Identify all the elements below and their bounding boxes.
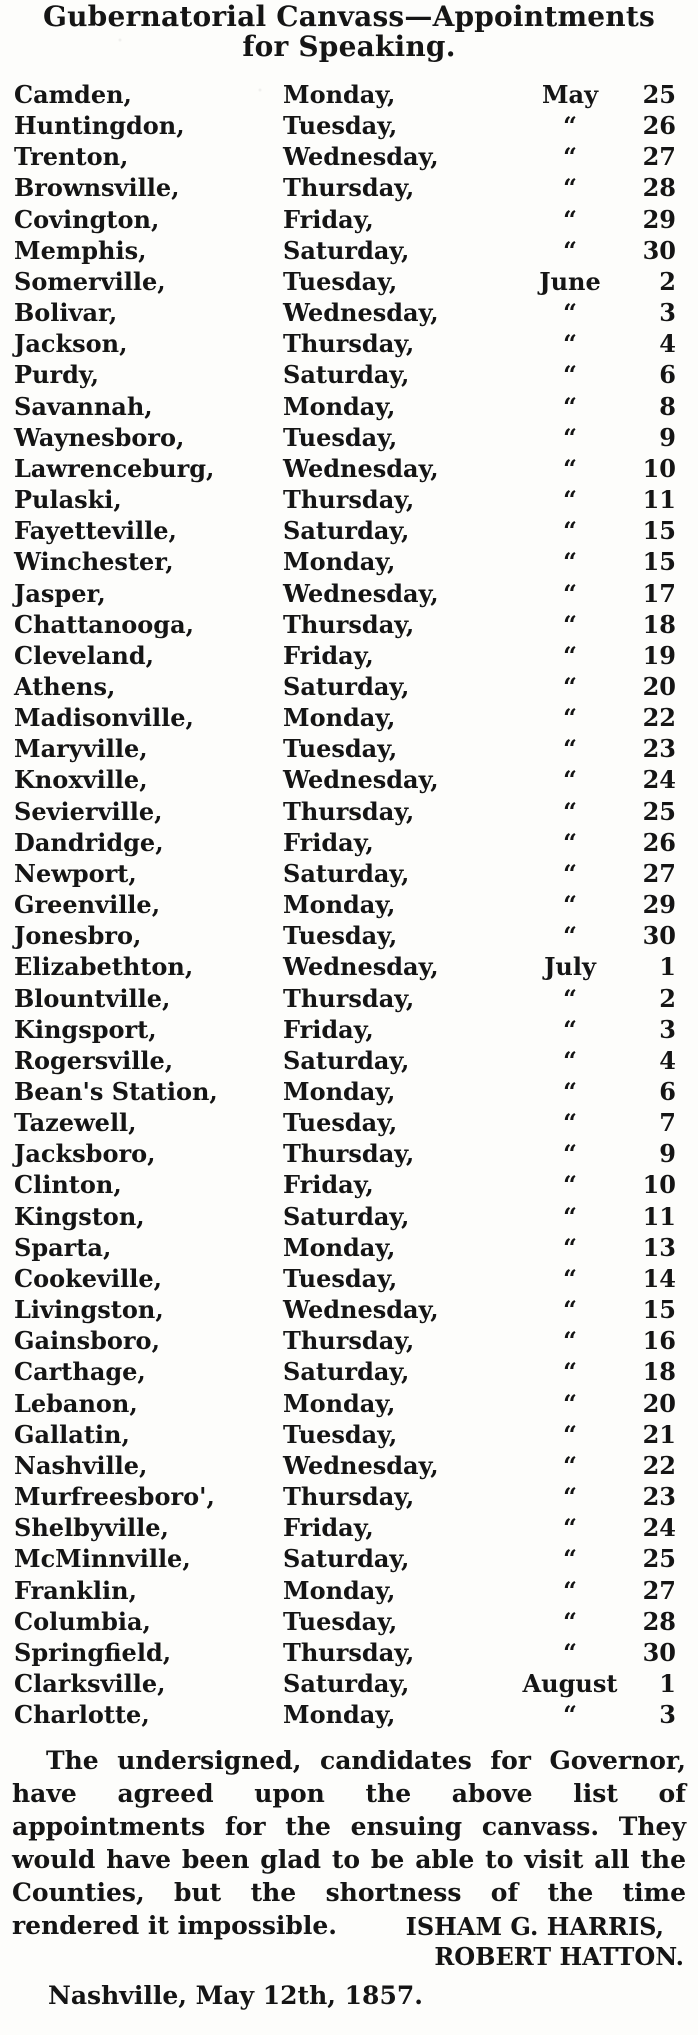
month-cell: “: [563, 1700, 577, 1730]
month-cell: “: [563, 1388, 577, 1418]
month-cell: “: [563, 983, 577, 1013]
town-cell: Somerville,: [14, 266, 166, 296]
town-cell: Knoxville,: [14, 765, 148, 795]
day-cell: Monday,: [283, 1232, 396, 1262]
month-cell: June: [539, 266, 601, 296]
town-cell: Gainsboro,: [14, 1326, 160, 1356]
appointment-row: [0, 1419, 698, 1450]
town-cell: Blountville,: [14, 983, 171, 1013]
town-cell: Jonesbro,: [14, 921, 142, 951]
appointment-row: [0, 110, 698, 141]
town-cell: Carthage,: [14, 1357, 146, 1387]
town-cell: Brownsville,: [14, 173, 180, 203]
appointment-row: [0, 671, 698, 702]
month-cell: “: [563, 204, 577, 234]
appointment-row: [0, 1325, 698, 1356]
month-cell: “: [563, 1606, 577, 1636]
day-cell: Monday,: [283, 1575, 396, 1605]
date-cell: 25: [642, 80, 676, 109]
appointment-row: [0, 546, 698, 577]
date-cell: 14: [642, 1263, 676, 1293]
day-cell: Saturday,: [283, 1201, 410, 1231]
date-cell: 11: [642, 485, 676, 515]
town-cell: Kingston,: [14, 1201, 145, 1231]
day-cell: Saturday,: [283, 858, 410, 888]
month-cell: “: [563, 1357, 577, 1387]
month-cell: “: [563, 360, 577, 390]
month-cell: “: [563, 1419, 577, 1449]
town-cell: Rogersville,: [14, 1045, 174, 1075]
date-cell: 6: [659, 360, 676, 390]
day-cell: Thursday,: [283, 1139, 415, 1169]
month-cell: “: [563, 796, 577, 826]
town-cell: Gallatin,: [14, 1419, 130, 1449]
date-cell: 23: [642, 1482, 676, 1512]
town-cell: Clarksville,: [14, 1668, 166, 1698]
appointment-row: [0, 484, 698, 515]
month-cell: “: [563, 1139, 577, 1169]
day-cell: Thursday,: [283, 1482, 415, 1512]
date-cell: 11: [642, 1201, 676, 1231]
day-cell: Tuesday,: [283, 111, 398, 141]
date-cell: 16: [642, 1326, 676, 1356]
town-cell: Waynesboro,: [14, 422, 185, 452]
heading-line-2: for Speaking.: [242, 30, 456, 63]
day-cell: Monday,: [283, 890, 396, 920]
appointment-row: [0, 515, 698, 546]
town-cell: Elizabethton,: [14, 952, 194, 982]
day-cell: Tuesday,: [283, 422, 398, 452]
appointment-row: [0, 889, 698, 920]
month-cell: “: [563, 921, 577, 951]
appointment-row: [0, 1388, 698, 1419]
day-cell: Wednesday,: [283, 298, 439, 328]
appointment-row: [0, 702, 698, 733]
date-cell: 15: [642, 516, 676, 546]
appointment-row: [0, 1107, 698, 1138]
month-cell: “: [563, 111, 577, 141]
town-cell: Athens,: [14, 671, 116, 701]
day-cell: Tuesday,: [283, 266, 398, 296]
town-cell: Nashville,: [14, 1450, 148, 1480]
town-cell: Cookeville,: [14, 1263, 162, 1293]
town-cell: Cleveland,: [14, 640, 154, 670]
date-cell: 17: [642, 578, 676, 608]
heading: [0, 2, 698, 62]
town-cell: Kingsport,: [14, 1014, 157, 1044]
month-cell: “: [563, 329, 577, 359]
date-cell: 9: [659, 1139, 676, 1169]
date-cell: 27: [642, 142, 676, 172]
month-cell: “: [563, 1077, 577, 1106]
appointment-row: [0, 1294, 698, 1325]
date-cell: 19: [642, 640, 676, 670]
appointment-row: [0, 1512, 698, 1543]
day-cell: Friday,: [283, 827, 374, 857]
month-cell: “: [563, 1232, 577, 1262]
day-cell: Thursday,: [283, 983, 415, 1013]
day-cell: Saturday,: [283, 360, 410, 390]
town-cell: Maryville,: [14, 734, 148, 764]
appointment-row: [0, 79, 698, 110]
appointment-row: [0, 951, 698, 982]
date-cell: 18: [642, 1357, 676, 1387]
town-cell: Franklin,: [14, 1575, 137, 1605]
day-cell: Monday,: [283, 703, 396, 733]
town-cell: Charlotte,: [14, 1700, 150, 1730]
month-cell: “: [563, 422, 577, 452]
appointment-row: [0, 578, 698, 609]
appointment-row: [0, 640, 698, 671]
town-cell: Lebanon,: [14, 1388, 138, 1418]
appointment-row: [0, 858, 698, 889]
appointment-row: [0, 1606, 698, 1637]
dateline: Nashville, May 12th, 1857.: [48, 1981, 423, 2010]
town-cell: Jasper,: [14, 578, 106, 608]
appointment-row: [0, 1450, 698, 1481]
date-cell: 1: [659, 1668, 676, 1698]
date-cell: 20: [642, 671, 676, 701]
appointment-row: [0, 1201, 698, 1232]
month-cell: “: [563, 890, 577, 920]
date-cell: 6: [659, 1077, 676, 1106]
month-cell: “: [563, 516, 577, 546]
appointment-row: [0, 422, 698, 453]
appointment-row: [0, 1356, 698, 1387]
month-cell: “: [563, 1450, 577, 1480]
town-cell: Shelbyville,: [14, 1513, 169, 1543]
month-cell: “: [563, 827, 577, 857]
day-cell: Tuesday,: [283, 1108, 398, 1138]
day-cell: Monday,: [283, 547, 396, 577]
month-cell: “: [563, 1014, 577, 1044]
town-cell: Sevierville,: [14, 796, 163, 826]
month-cell: “: [563, 671, 577, 701]
appointment-row: [0, 1169, 698, 1200]
date-cell: 3: [659, 298, 676, 328]
day-cell: Tuesday,: [283, 1606, 398, 1636]
date-cell: 15: [642, 547, 676, 577]
town-cell: McMinnville,: [14, 1544, 191, 1574]
town-cell: Jacksboro,: [14, 1139, 156, 1169]
day-cell: Saturday,: [283, 1544, 410, 1574]
date-cell: 1: [659, 952, 676, 982]
day-cell: Saturday,: [283, 1045, 410, 1075]
day-cell: Friday,: [283, 640, 374, 670]
day-cell: Friday,: [283, 1170, 374, 1200]
appointment-row: [0, 1076, 698, 1107]
town-cell: Savannah,: [14, 391, 153, 421]
month-cell: “: [563, 1575, 577, 1605]
month-cell: “: [563, 235, 577, 265]
month-cell: “: [563, 765, 577, 795]
town-cell: Bolivar,: [14, 298, 118, 328]
month-cell: “: [563, 578, 577, 608]
town-cell: Sparta,: [14, 1232, 112, 1262]
month-cell: “: [563, 547, 577, 577]
appointment-row: [0, 764, 698, 795]
town-cell: Huntingdon,: [14, 111, 185, 141]
town-cell: Murfreesboro',: [14, 1482, 215, 1512]
month-cell: May: [541, 80, 599, 109]
day-cell: Wednesday,: [283, 142, 439, 172]
day-cell: Saturday,: [283, 1668, 410, 1698]
date-cell: 26: [642, 111, 676, 141]
month-cell: “: [563, 1295, 577, 1325]
appointment-row: [0, 1138, 698, 1169]
day-cell: Friday,: [283, 1513, 374, 1543]
month-cell: “: [563, 1170, 577, 1200]
appointment-row: [0, 1668, 698, 1699]
day-cell: Monday,: [283, 80, 396, 109]
town-cell: Memphis,: [14, 235, 147, 265]
town-cell: Livingston,: [14, 1295, 164, 1325]
appointment-row: [0, 609, 698, 640]
town-cell: Madisonville,: [14, 703, 194, 733]
town-cell: Springfield,: [14, 1637, 172, 1667]
date-cell: 29: [642, 890, 676, 920]
day-cell: Monday,: [283, 391, 396, 421]
appointment-row: [0, 1014, 698, 1045]
date-cell: 27: [642, 858, 676, 888]
day-cell: Monday,: [283, 1077, 396, 1106]
town-cell: Columbia,: [14, 1606, 151, 1636]
town-cell: Clinton,: [14, 1170, 122, 1200]
month-cell: “: [563, 1637, 577, 1667]
town-cell: Bean's Station,: [14, 1077, 218, 1106]
heading-line-1: Gubernatorial Canvass—Appointments: [43, 0, 655, 33]
month-cell: “: [563, 1263, 577, 1293]
appointments-table: [0, 79, 698, 1730]
month-cell: “: [563, 609, 577, 639]
signatory-2: ROBERT HATTON.: [434, 1942, 684, 1971]
date-cell: 23: [642, 734, 676, 764]
date-cell: 20: [642, 1388, 676, 1418]
day-cell: Friday,: [283, 204, 374, 234]
appointment-row: [0, 1481, 698, 1512]
appointment-row: [0, 297, 698, 328]
date-cell: 4: [659, 1045, 676, 1075]
month-cell: “: [563, 173, 577, 203]
town-cell: Lawrenceburg,: [14, 453, 215, 483]
town-cell: Greenville,: [14, 890, 161, 920]
month-cell: “: [563, 1326, 577, 1356]
date-cell: 30: [642, 1637, 676, 1667]
date-cell: 3: [659, 1700, 676, 1730]
day-cell: Wednesday,: [283, 765, 439, 795]
month-cell: “: [563, 1045, 577, 1075]
town-cell: Covington,: [14, 204, 160, 234]
date-cell: 4: [659, 329, 676, 359]
appointment-row: [0, 391, 698, 422]
appointment-row: [0, 1045, 698, 1076]
day-cell: Thursday,: [283, 796, 415, 826]
day-cell: Saturday,: [283, 1357, 410, 1387]
appointment-row: [0, 1263, 698, 1294]
town-cell: Jackson,: [14, 329, 128, 359]
town-cell: Tazewell,: [14, 1108, 137, 1138]
month-cell: “: [563, 485, 577, 515]
month-cell: “: [563, 1544, 577, 1574]
month-cell: “: [563, 142, 577, 172]
date-cell: 28: [642, 1606, 676, 1636]
appointment-row: [0, 827, 698, 858]
month-cell: “: [563, 734, 577, 764]
date-cell: 9: [659, 422, 676, 452]
town-cell: Newport,: [14, 858, 137, 888]
day-cell: Wednesday,: [283, 952, 439, 982]
date-cell: 22: [642, 703, 676, 733]
date-cell: 3: [659, 1014, 676, 1044]
month-cell: “: [563, 1513, 577, 1543]
day-cell: Thursday,: [283, 609, 415, 639]
day-cell: Thursday,: [283, 1637, 415, 1667]
day-cell: Tuesday,: [283, 921, 398, 951]
month-cell: “: [563, 1482, 577, 1512]
month-cell: July: [544, 952, 596, 982]
appointment-row: [0, 1637, 698, 1668]
town-cell: Camden,: [14, 80, 132, 109]
date-cell: 8: [659, 391, 676, 421]
month-cell: “: [563, 453, 577, 483]
date-cell: 7: [659, 1108, 676, 1138]
town-cell: Winchester,: [14, 547, 174, 577]
month-cell: “: [563, 640, 577, 670]
date-cell: 24: [642, 765, 676, 795]
appointment-row: [0, 1575, 698, 1606]
day-cell: Saturday,: [283, 235, 410, 265]
appointment-row: [0, 1699, 698, 1730]
day-cell: Wednesday,: [283, 1295, 439, 1325]
town-cell: Pulaski,: [14, 485, 122, 515]
date-cell: 18: [642, 609, 676, 639]
notice-paragraph: The undersigned, candidates for Governor, have agreed upon the above list of appointments for the ensuing canvass. They would have been glad to be able to visit all the Counties, but the shortness of the time rendered it impossible.: [12, 1746, 686, 1940]
date-cell: 25: [642, 1544, 676, 1574]
appointment-row: [0, 733, 698, 764]
month-cell: August: [522, 1668, 618, 1698]
appointment-row: [0, 920, 698, 951]
town-cell: Chattanooga,: [14, 609, 194, 639]
appointment-row: [0, 796, 698, 827]
date-cell: 10: [642, 1170, 676, 1200]
appointment-row: [0, 328, 698, 359]
month-cell: “: [563, 1201, 577, 1231]
day-cell: Wednesday,: [283, 578, 439, 608]
appointment-row: [0, 235, 698, 266]
day-cell: Monday,: [283, 1388, 396, 1418]
appointment-row: [0, 983, 698, 1014]
month-cell: “: [563, 298, 577, 328]
town-cell: Dandridge,: [14, 827, 164, 857]
day-cell: Thursday,: [283, 329, 415, 359]
appointment-row: [0, 1232, 698, 1263]
date-cell: 10: [642, 453, 676, 483]
date-cell: 30: [642, 235, 676, 265]
appointment-row: [0, 266, 698, 297]
date-cell: 24: [642, 1513, 676, 1543]
date-cell: 25: [642, 796, 676, 826]
month-cell: “: [563, 391, 577, 421]
date-cell: 15: [642, 1295, 676, 1325]
appointment-row: [0, 204, 698, 235]
day-cell: Tuesday,: [283, 734, 398, 764]
day-cell: Friday,: [283, 1014, 374, 1044]
day-cell: Wednesday,: [283, 453, 439, 483]
town-cell: Fayetteville,: [14, 516, 177, 546]
date-cell: 22: [642, 1450, 676, 1480]
day-cell: Tuesday,: [283, 1419, 398, 1449]
town-cell: Trenton,: [14, 142, 129, 172]
appointment-row: [0, 359, 698, 390]
month-cell: “: [563, 703, 577, 733]
month-cell: “: [563, 1108, 577, 1138]
day-cell: Thursday,: [283, 485, 415, 515]
month-cell: “: [563, 858, 577, 888]
date-cell: 21: [642, 1419, 676, 1449]
date-cell: 2: [659, 983, 676, 1013]
day-cell: Tuesday,: [283, 1263, 398, 1293]
day-cell: Wednesday,: [283, 1450, 439, 1480]
day-cell: Thursday,: [283, 1326, 415, 1356]
appointment-row: [0, 172, 698, 203]
date-cell: 30: [642, 921, 676, 951]
date-cell: 27: [642, 1575, 676, 1605]
date-cell: 13: [642, 1232, 676, 1262]
date-cell: 29: [642, 204, 676, 234]
day-cell: Monday,: [283, 1700, 396, 1730]
date-cell: 26: [642, 827, 676, 857]
appointment-row: [0, 453, 698, 484]
day-cell: Saturday,: [283, 671, 410, 701]
appointment-row: [0, 1543, 698, 1574]
signatory-1: ISHAM G. HARRIS,: [405, 1912, 664, 1941]
date-cell: 2: [659, 266, 676, 296]
date-cell: 28: [642, 173, 676, 203]
appointment-row: [0, 141, 698, 172]
day-cell: Thursday,: [283, 173, 415, 203]
day-cell: Saturday,: [283, 516, 410, 546]
town-cell: Purdy,: [14, 360, 99, 390]
